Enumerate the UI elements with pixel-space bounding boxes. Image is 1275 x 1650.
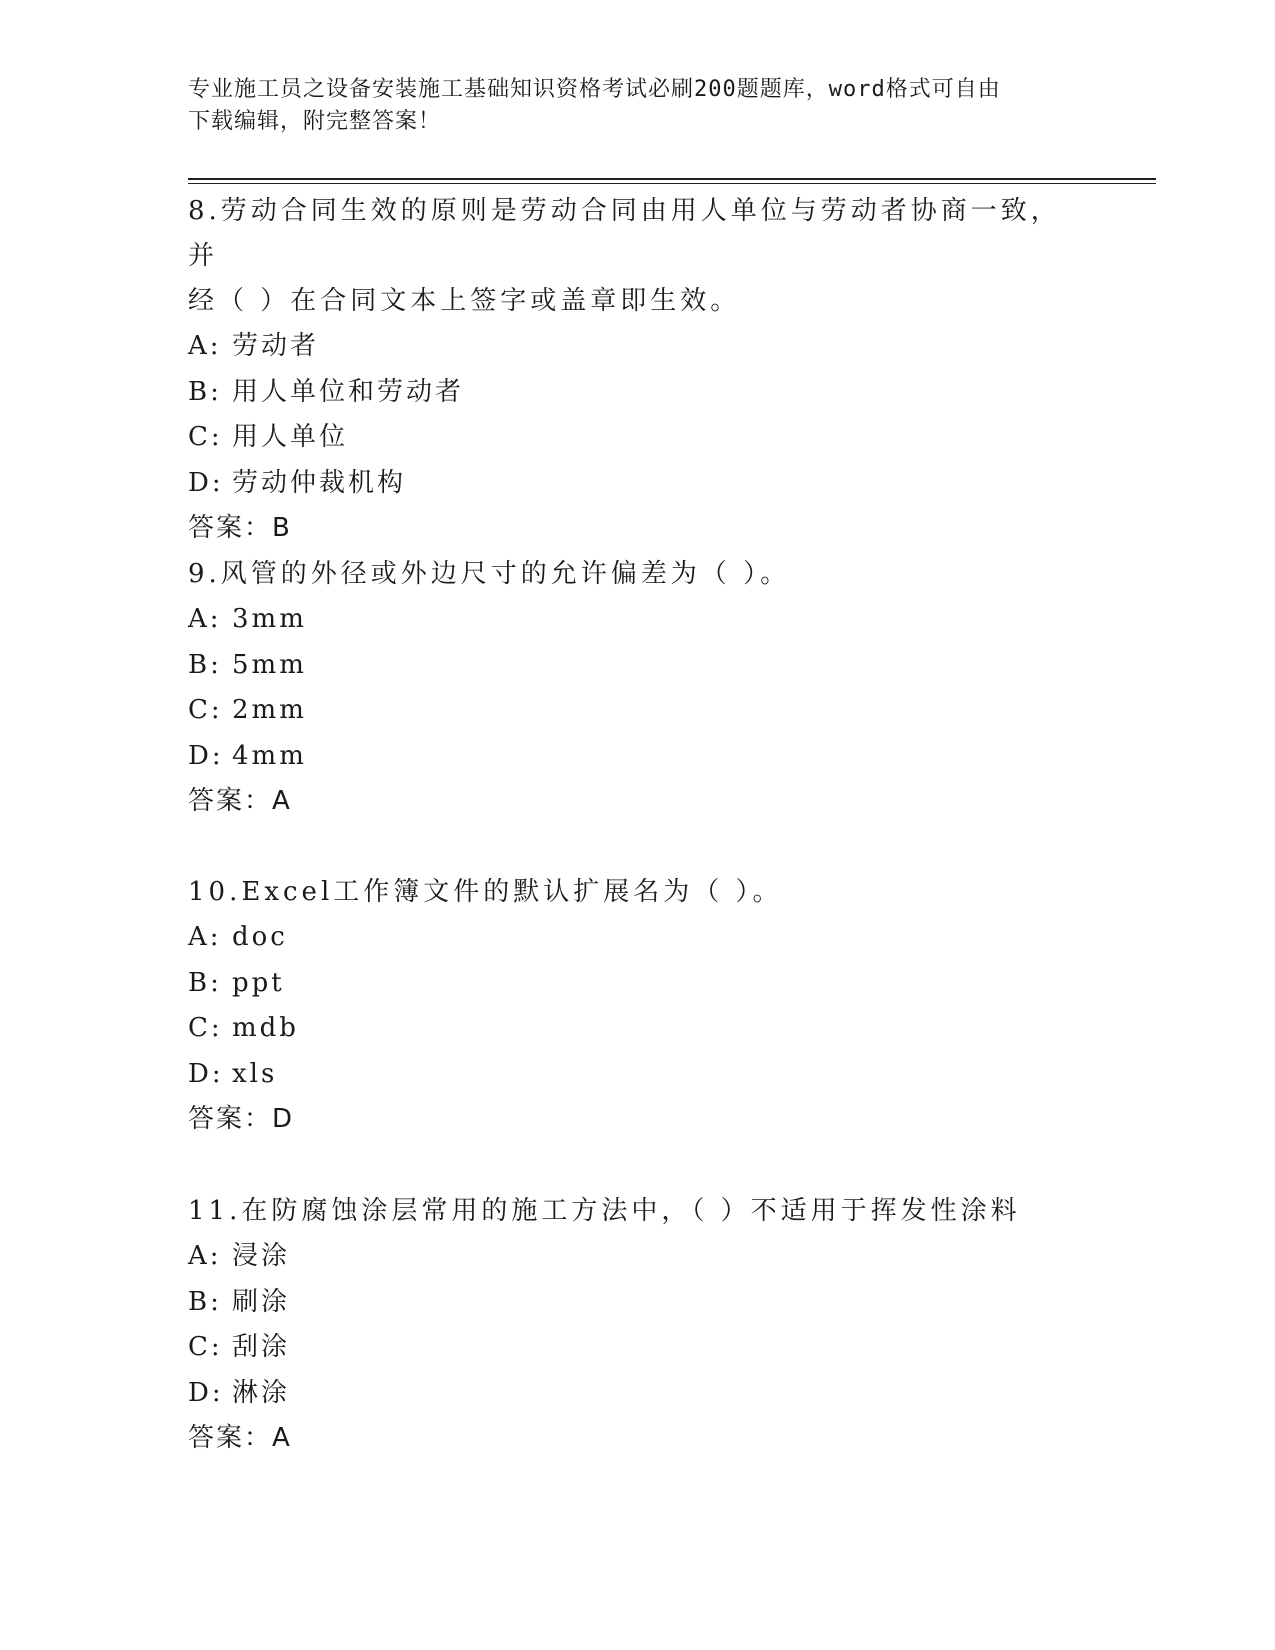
answer-line: 答案：A	[188, 786, 292, 816]
question-stem-line: 11.在防腐蚀涂层常用的施工方法中，（ ）不适用于挥发性涂料	[188, 1196, 1021, 1226]
question-stem-line: 8.劳动合同生效的原则是劳动合同由用人单位与劳动者协商一致，并	[188, 196, 1061, 271]
option-key: A:	[188, 922, 222, 952]
question-stem-line: 9.风管的外径或外边尺寸的允许偏差为（ ）。	[188, 559, 791, 589]
option-d	[188, 1371, 1088, 1417]
option-c	[188, 1325, 1088, 1371]
option-key: D:	[188, 1377, 224, 1408]
option-text: doc	[232, 922, 288, 952]
option-text: 刮涂	[232, 1332, 291, 1362]
option-a	[188, 597, 1088, 643]
option-text: 4mm	[232, 740, 307, 771]
option-b	[188, 1280, 1088, 1326]
option-text: 浸涂	[232, 1241, 291, 1271]
option-key: A:	[188, 331, 222, 361]
question-10	[188, 870, 1088, 1142]
question-8	[188, 189, 1088, 551]
header-divider-top	[188, 178, 1156, 180]
option-b	[188, 370, 1088, 416]
option-text: ppt	[232, 967, 285, 998]
option-a	[188, 915, 1088, 961]
question-stem-line: 10.Excel工作簿文件的默认扩展名为（ ）。	[188, 877, 783, 907]
option-key: B:	[188, 967, 222, 998]
option-key: C:	[188, 1013, 223, 1043]
option-a	[188, 324, 1088, 370]
option-key: D:	[188, 740, 224, 771]
option-text: 刷涂	[232, 1286, 291, 1317]
option-b	[188, 643, 1088, 689]
header-divider-bottom	[188, 183, 1156, 184]
answer-line: 答案：B	[188, 513, 292, 543]
question-9	[188, 552, 1088, 824]
option-text: 3mm	[232, 604, 307, 634]
option-key: C:	[188, 695, 223, 725]
answer-line: 答案：A	[188, 1423, 292, 1453]
option-text: 淋涂	[232, 1377, 291, 1408]
option-text: 2mm	[232, 695, 307, 725]
option-key: B:	[188, 376, 222, 407]
option-c	[188, 415, 1088, 461]
option-d	[188, 734, 1088, 780]
option-key: D:	[188, 467, 224, 498]
option-c	[188, 1006, 1088, 1052]
option-text: 5mm	[232, 649, 307, 680]
answer-line: 答案：D	[188, 1104, 295, 1134]
option-text: mdb	[232, 1013, 299, 1043]
option-d	[188, 1052, 1088, 1098]
option-d	[188, 461, 1088, 507]
option-key: B:	[188, 649, 222, 680]
question-stem-line: 经（ ）在合同文本上签字或盖章即生效。	[188, 286, 741, 316]
option-text: 用人单位和劳动者	[232, 376, 465, 407]
option-key: A:	[188, 604, 222, 634]
option-c	[188, 688, 1088, 734]
document-header	[188, 74, 1088, 138]
option-b	[188, 961, 1088, 1007]
option-key: C:	[188, 1332, 223, 1362]
option-key: A:	[188, 1241, 222, 1271]
option-text: 劳动者	[232, 331, 320, 361]
option-text: xls	[232, 1058, 278, 1089]
option-key: D:	[188, 1058, 224, 1089]
question-11	[188, 1189, 1088, 1461]
option-a	[188, 1234, 1088, 1280]
option-text: 用人单位	[232, 422, 349, 452]
header-line-1: 专业施工员之设备安装施工基础知识资格考试必刷200题题库，word格式可自由	[188, 77, 1001, 102]
option-key: B:	[188, 1286, 222, 1317]
option-key: C:	[188, 422, 223, 452]
header-line-2: 下载编辑，附完整答案！	[188, 109, 442, 134]
option-text: 劳动仲裁机构	[232, 467, 407, 498]
